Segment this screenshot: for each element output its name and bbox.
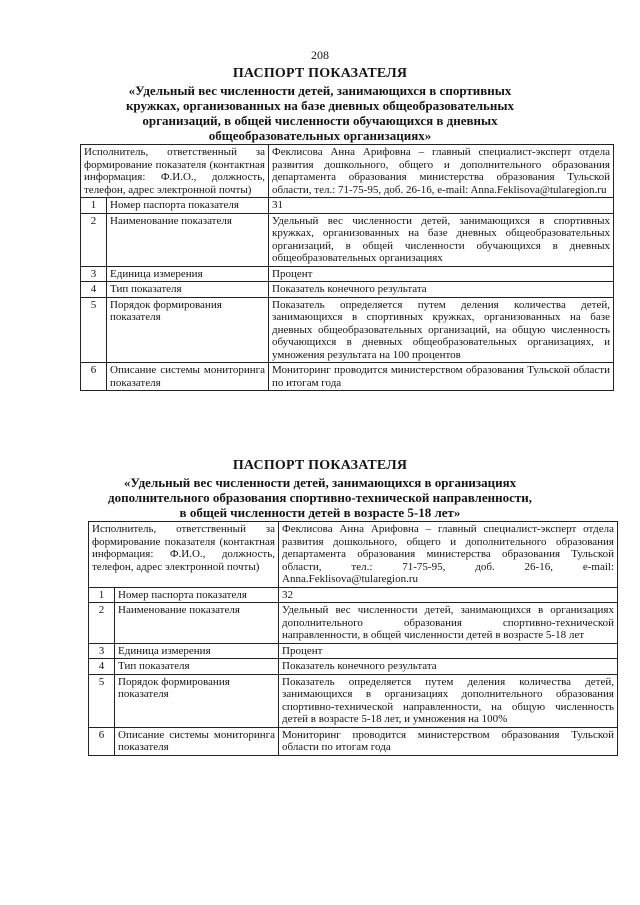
passport-32 (0, 458, 640, 756)
row-name: Номер паспорта показателя (107, 198, 269, 214)
subtitle-line: «Удельный вес численности детей, занимающихся в организациях (123, 475, 517, 490)
table-row (89, 659, 618, 675)
row-name: Номер паспорта показателя (115, 587, 279, 603)
row-number: 2 (89, 603, 115, 644)
row-name: Тип показателя (107, 282, 269, 298)
table-row (81, 266, 614, 282)
row-value: Удельный вес численности детей, занимающихся в организациях дополнительного образования спортивно-технической направленности, в общей численности детей в возрасте 5-18 лет (279, 603, 618, 644)
table-row (81, 297, 614, 363)
table-row-executor (89, 522, 618, 588)
subtitle-line: «Удельный вес численности детей, занимающихся в спортивных (128, 83, 512, 98)
row-value: Показатель определяется путем деления количества детей, занимающихся в организациях дополнительного образования спортивно-технической направленности, на общую численность детей в возрасте 5-18 лет, и умножения на 100% (279, 674, 618, 727)
subtitle-line: организаций, в общей численности обучающихся в дневных (142, 113, 498, 128)
row-number: 4 (89, 659, 115, 675)
row-name: Порядок формирования показателя (107, 297, 269, 363)
row-name: Наименование показателя (107, 213, 269, 266)
executor-label: Исполнитель, ответственный за формирование показателя (контактная информация: Ф.И.О., должность, телефон, адрес электронной почты) (81, 145, 269, 198)
row-value: Мониторинг проводится министерством образования Тульской области по итогам года (269, 363, 614, 391)
row-value: Показатель конечного результата (269, 282, 614, 298)
row-number: 5 (81, 297, 107, 363)
row-value: Мониторинг проводится министерством образования Тульской области по итогам года (279, 727, 618, 755)
row-number: 6 (81, 363, 107, 391)
row-number: 3 (81, 266, 107, 282)
table-row (81, 282, 614, 298)
passport-31 (0, 66, 640, 391)
passport-title: ПАСПОРТ ПОКАЗАТЕЛЯ (232, 458, 408, 473)
executor-value: Феклисова Анна Арифовна – главный специалист-эксперт отдела развития дошкольного, общего и дополнительного образования департамента образования министерства образования Тульской области, тел.: 71-75-95, доб. 26-16, e-mail: Anna.Feklisova@tularegion.ru (269, 145, 614, 198)
row-value: Процент (269, 266, 614, 282)
table-row (89, 727, 618, 755)
page-number: 208 (311, 48, 329, 62)
table-row (89, 674, 618, 727)
row-number: 1 (81, 198, 107, 214)
table-row (81, 213, 614, 266)
subtitle-line: дополнительного образования спортивно-технической направленности, (108, 490, 532, 505)
row-value: 32 (279, 587, 618, 603)
row-value: Удельный вес численности детей, занимающихся в спортивных кружках, организованных на базе дневных общеобразовательных организаций, в общей численности обучающихся в дневных общеобразовательных организациях (269, 213, 614, 266)
row-number: 6 (89, 727, 115, 755)
row-name: Единица измерения (107, 266, 269, 282)
table-row (89, 603, 618, 644)
row-name: Описание системы мониторинга показателя (115, 727, 279, 755)
row-name: Единица измерения (115, 643, 279, 659)
table-row (89, 643, 618, 659)
row-name: Описание системы мониторинга показателя (107, 363, 269, 391)
subtitle-line: общеобразовательных организациях» (208, 128, 432, 143)
table-row-executor (81, 145, 614, 198)
passport-subtitle (0, 475, 640, 520)
passport-table (80, 144, 614, 391)
row-number: 5 (89, 674, 115, 727)
row-value: Процент (279, 643, 618, 659)
table-row (89, 587, 618, 603)
row-number: 4 (81, 282, 107, 298)
row-value: Показатель определяется путем деления количества детей, занимающихся в спортивных кружках, организованных на базе дневных общеобразовательных организаций, на общую численность обучающихся в дневных общеобразовательных организациях, и умножения результата на 100 процентов (269, 297, 614, 363)
row-value: 31 (269, 198, 614, 214)
row-number: 2 (81, 213, 107, 266)
executor-label: Исполнитель, ответственный за формирование показателя (контактная информация: Ф.И.О., должность, телефон, адрес электронной почты) (89, 522, 279, 588)
table-row (81, 198, 614, 214)
passport-subtitle (0, 83, 640, 143)
table-row (81, 363, 614, 391)
subtitle-line: в общей численности детей в возрасте 5-18 лет» (179, 505, 461, 520)
row-name: Наименование показателя (115, 603, 279, 644)
row-name: Тип показателя (115, 659, 279, 675)
row-name: Порядок формирования показателя (115, 674, 279, 727)
passport-table (88, 521, 618, 756)
passport-title: ПАСПОРТ ПОКАЗАТЕЛЯ (232, 66, 408, 81)
row-value: Показатель конечного результата (279, 659, 618, 675)
subtitle-line: кружках, организованных на базе дневных общеобразовательных (125, 98, 515, 113)
executor-value: Феклисова Анна Арифовна – главный специалист-эксперт отдела развития дошкольного, общего и дополнительного образования департамента образования министерства образования Тульской области, тел.: 71-75-95, доб. 26-16, e-mail: Anna.Feklisova@tularegion.ru (279, 522, 618, 588)
row-number: 3 (89, 643, 115, 659)
row-number: 1 (89, 587, 115, 603)
